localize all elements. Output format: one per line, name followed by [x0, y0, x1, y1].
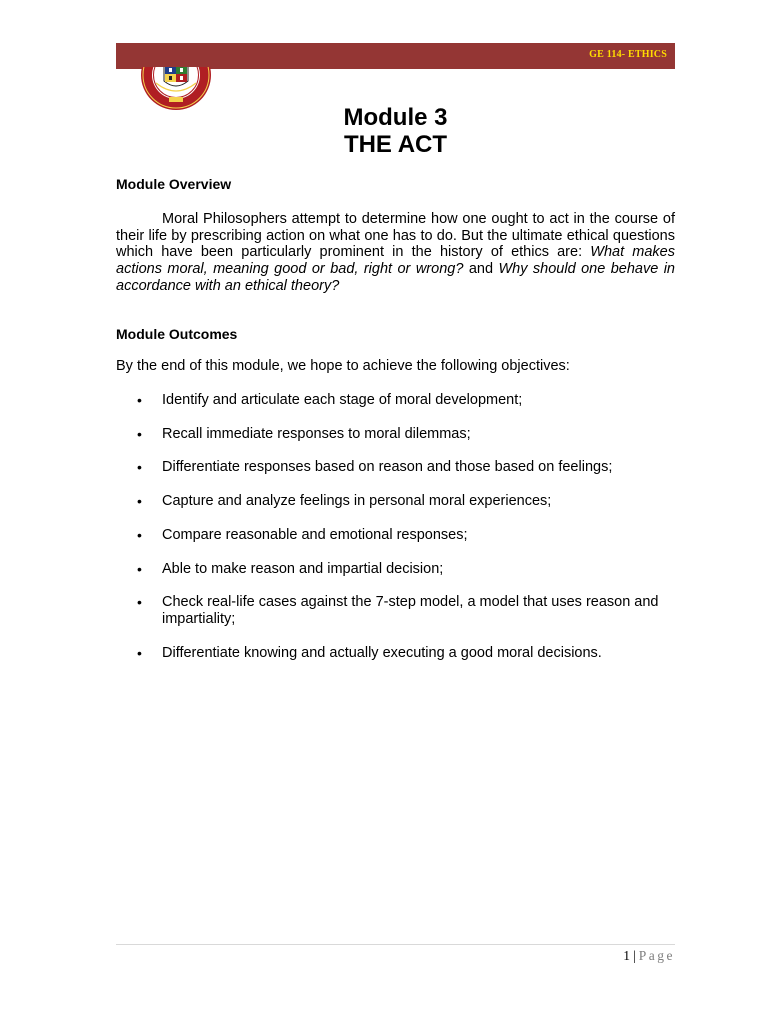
outcome-text: Recall immediate responses to moral dilemmas;: [162, 425, 471, 442]
bullet-icon: •: [137, 425, 142, 442]
course-code: GE 114- ETHICS: [589, 49, 667, 60]
outcome-text: Check real-life cases against the 7-step model, a model that uses reason and impartiality;: [162, 594, 659, 627]
outcomes-intro: By the end of this module, we hope to achieve the following objectives:: [116, 358, 570, 374]
outcome-text: Compare reasonable and emotional responses;: [162, 526, 468, 543]
bullet-icon: •: [137, 459, 142, 476]
overview-paragraph: [116, 211, 675, 295]
overview-heading: Module Overview: [116, 176, 232, 192]
outcome-text: Capture and analyze feelings in personal moral experiences;: [162, 493, 552, 510]
module-number: Module 3: [343, 104, 448, 131]
list-item: [116, 392, 675, 409]
outcome-text: Able to make reason and impartial decision;: [162, 560, 444, 577]
footer-divider: [116, 944, 675, 945]
outcomes-list: [116, 392, 675, 678]
bullet-icon: •: [137, 526, 142, 543]
list-item: [116, 459, 675, 476]
page-number: 1: [623, 948, 631, 963]
outcome-text: Differentiate responses based on reason and those based on feelings;: [162, 459, 613, 476]
overview-question-2: Why should one behave in accordance with an ethical theory?: [116, 261, 675, 294]
list-item: [116, 426, 675, 443]
bullet-icon: •: [137, 594, 142, 611]
overview-connector: and: [463, 261, 499, 278]
module-name: THE ACT: [343, 131, 448, 158]
bullet-icon: •: [137, 644, 142, 661]
page-label: Page: [638, 948, 675, 963]
list-item: [116, 594, 675, 627]
overview-question-1: What makes actions moral, meaning good or bad, right or wrong?: [116, 244, 675, 278]
outcome-text: Differentiate knowing and actually executing a good moral decisions.: [162, 644, 602, 661]
module-title: [116, 104, 675, 158]
list-item: [116, 527, 675, 544]
outcomes-heading: Module Outcomes: [116, 326, 238, 342]
overview-text: Moral Philosophers attempt to determine how one ought to act in the course of their life by prescribing action on what one has to do. But the ultimate ethical questions which have been particularly prominent in the history of ethics are:: [116, 211, 675, 261]
outcome-text: Identify and articulate each stage of moral development;: [162, 392, 523, 408]
list-item: [116, 493, 675, 510]
bullet-icon: •: [137, 493, 142, 510]
page-footer: [623, 948, 675, 964]
list-item: [116, 645, 675, 662]
list-item: [116, 561, 675, 578]
header-bar: [116, 43, 675, 69]
bullet-icon: •: [137, 392, 142, 408]
bullet-icon: •: [137, 560, 142, 577]
page-separator: |: [633, 948, 636, 963]
